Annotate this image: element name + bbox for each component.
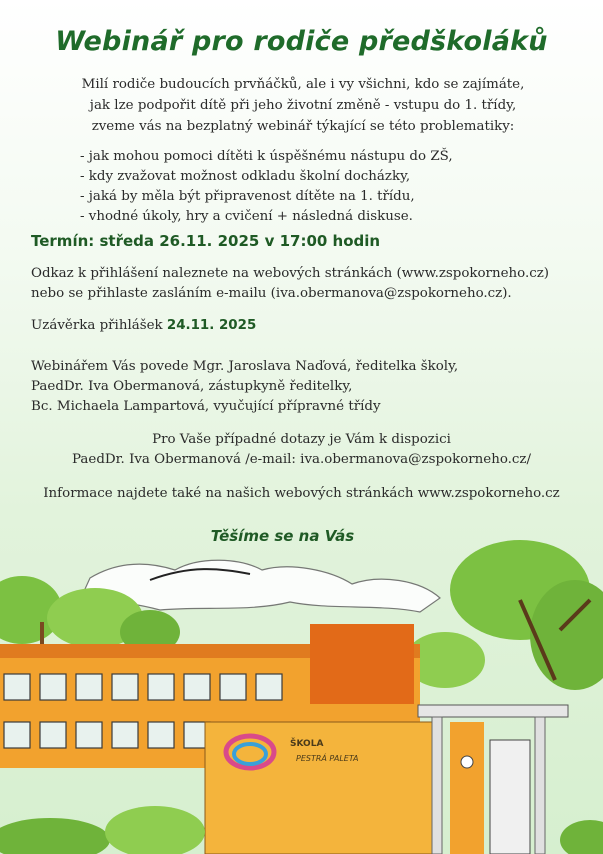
topic-item: - kdy zvažovat možnost odkladu školní docházky, (80, 169, 411, 184)
contact-info (0, 430, 603, 470)
bush-mid (105, 806, 205, 854)
intro-line-2: jak lze podpořit dítě při jeho životní změně - vstupu do 1. třídy, (89, 98, 517, 113)
deadline (31, 316, 256, 336)
contact-line-2: PaedDr. Iva Obermanová /e-mail: iva.obermanova@zspokorneho.cz/ (72, 452, 531, 467)
contact-line-1: Pro Vaše případné dotazy je Vám k dispozici (152, 432, 451, 447)
entrance-column-left (432, 717, 442, 854)
topic-list (80, 147, 520, 227)
entrance-side-wall (450, 722, 484, 854)
school-illustration (0, 540, 603, 854)
intro-line-3: zveme vás na bezplatný webinář týkající se této problematiky: (91, 119, 515, 134)
bush-left (0, 818, 110, 854)
registration-line-1: Odkaz k přihlášení naleznete na webových stránkách (www.zspokorneho.cz) (31, 266, 549, 281)
presenters (31, 357, 458, 417)
presenter-line-2: PaedDr. Iva Obermanová, zástupkyně ředitelky, (31, 379, 353, 394)
deadline-label: Uzávěrka přihlášek (31, 318, 163, 333)
event-date: Termín: středa 26.11. 2025 v 17:00 hodin (31, 232, 381, 250)
intro-paragraph (50, 74, 556, 137)
entrance-column-right (535, 717, 545, 854)
deadline-date: 24.11. 2025 (166, 318, 257, 333)
entrance-canopy (418, 705, 568, 717)
bush-right (560, 820, 603, 854)
topic-item: - jaká by měla být připravenost dítěte na 1. třídu, (80, 189, 415, 204)
topic-item: - jak mohou pomoci dítěti k úspěšnému nástupu do ZŠ, (80, 149, 453, 164)
building-tower (310, 624, 414, 704)
wall-lamp (461, 756, 473, 768)
registration-line-2: nebo se přihlaste zasláním e-mailu (iva.obermanova@zspokorneho.cz). (31, 286, 512, 301)
topic-item: - vhodné úkoly, hry a cvičení + následná diskuse. (80, 209, 413, 224)
registration-info (31, 264, 591, 304)
presenter-line-3: Bc. Michaela Lampartová, vyučující přípravné třídy (31, 399, 381, 414)
page-title: Webinář pro rodiče předškoláků (55, 26, 548, 57)
intro-line-1: Milí rodiče budoucích prvňáčků, ale i vy všichni, kdo se zajímáte, (81, 77, 525, 92)
closing-line: Těšíme se na Vás (210, 527, 355, 545)
school-sign-line-1: ŠKOLA (290, 739, 324, 749)
school-sign-line-2: PESTRÁ PALETA (296, 754, 359, 763)
presenter-line-1: Webinářem Vás povede Mgr. Jaroslava Naďová, ředitelka školy, (31, 359, 459, 374)
website-info: Informace najdete také na našich webových stránkách www.zspokorneho.cz (43, 486, 560, 501)
entrance-door (490, 740, 530, 854)
